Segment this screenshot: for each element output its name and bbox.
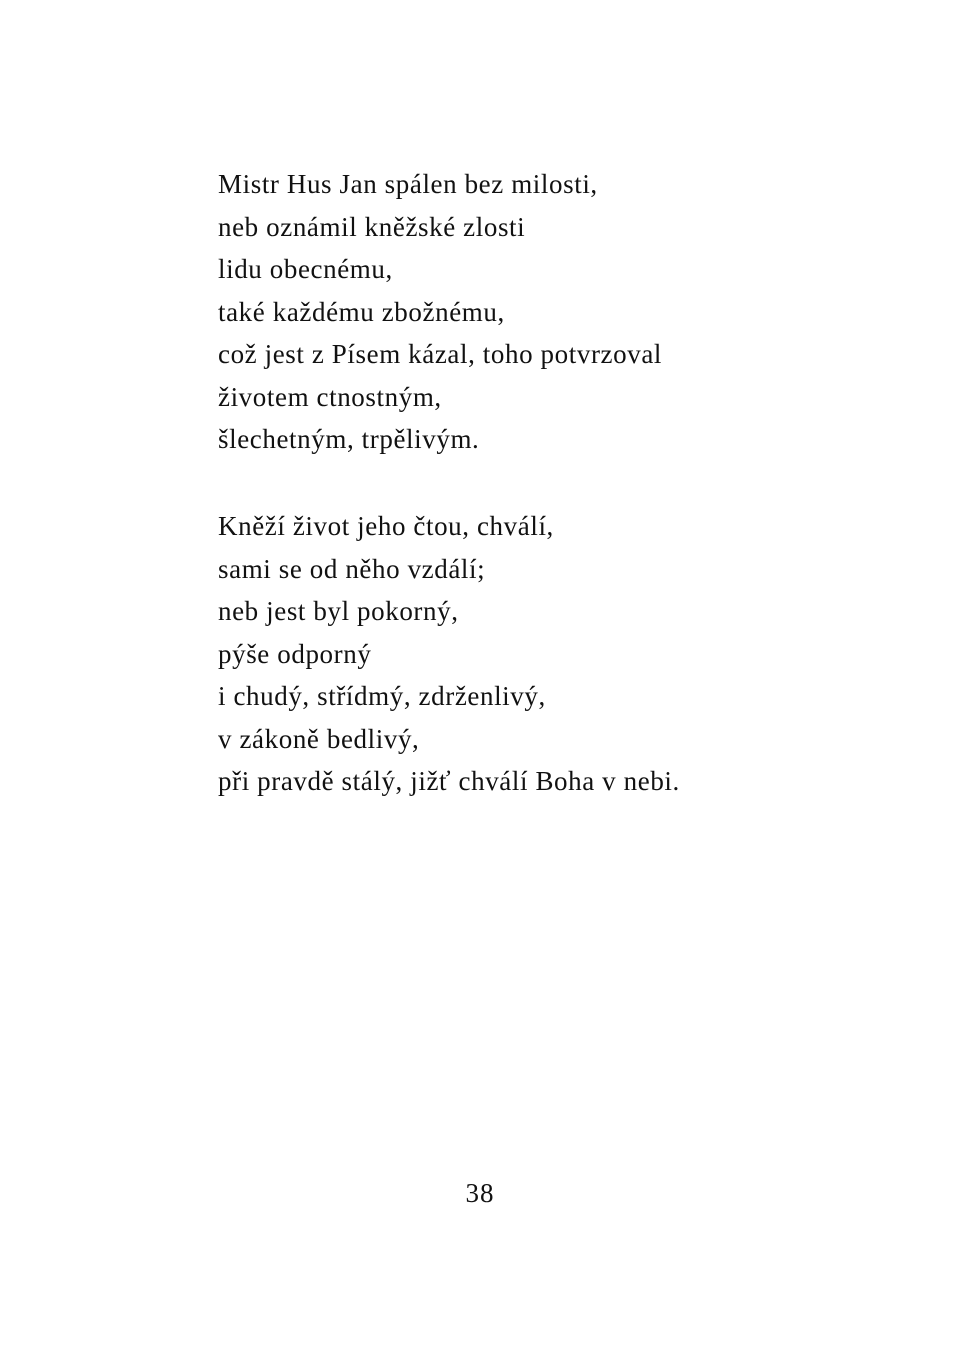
poem-line: Mistr Hus Jan spálen bez milosti, (218, 169, 598, 199)
poem-line: životem ctnostným, (218, 381, 442, 412)
poem-line: při pravdě stálý, jižť chválí Boha v nebi. (218, 766, 680, 796)
poem-line: neb oznámil kněžské zlosti (218, 211, 526, 242)
poem-line: v zákoně bedlivý, (218, 723, 420, 754)
poem-line: pýše odporný (218, 638, 372, 669)
poem-stanza-1 (218, 163, 858, 461)
poem-line: šlechetným, trpělivým. (218, 424, 480, 454)
poem-line: Kněží život jeho čtou, chválí, (218, 511, 554, 541)
poem-line: neb jest byl pokorný, (218, 596, 459, 626)
poem-line: také každému zbožnému, (218, 296, 505, 327)
poem-line: lidu obecnému, (218, 254, 393, 284)
poem-stanza-2 (218, 505, 858, 803)
poem-line: což jest z Písem kázal, toho potvrzoval (218, 339, 663, 369)
page-number: 38 (465, 1178, 495, 1208)
poem-line: i chudý, střídmý, zdrženlivý, (218, 681, 546, 711)
poem-line: sami se od něho vzdálí; (218, 553, 486, 584)
